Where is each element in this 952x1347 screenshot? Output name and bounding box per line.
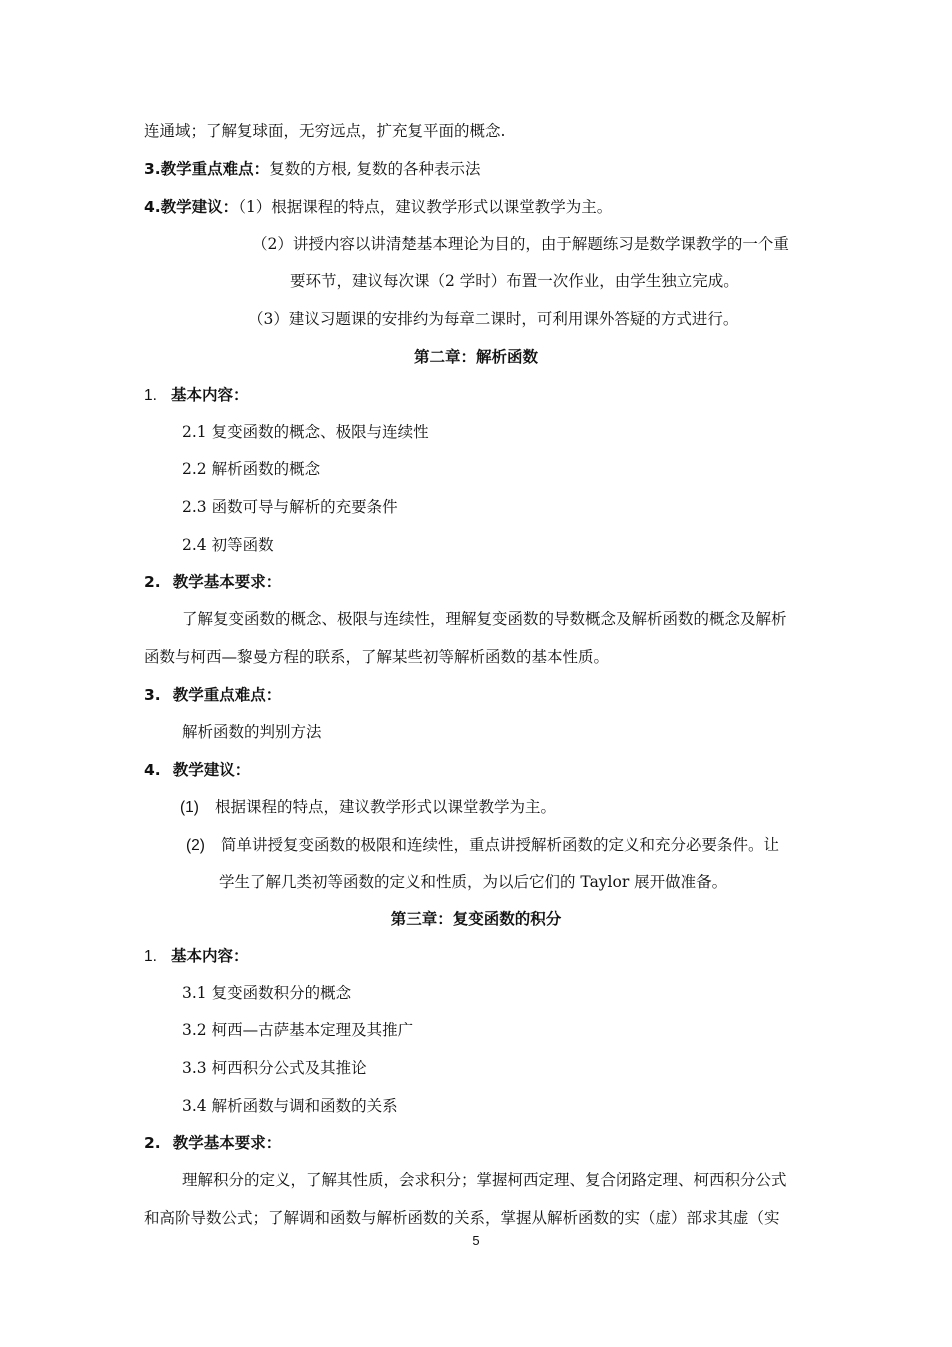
ch3-s2-num: 2.	[144, 1134, 161, 1152]
ch3-item-4: 3.4 解析函数与调和函数的关系	[182, 1097, 398, 1115]
ch3-item-3: 3.3 柯西积分公式及其推论	[182, 1059, 367, 1077]
ch3-item-1: 3.1 复变函数积分的概念	[182, 984, 352, 1002]
ch1-suggest-item2-line2: 要环节，建议每次课（2 学时）布置一次作业，由学生独立完成。	[290, 272, 739, 290]
ch2-key-text: 解析函数的判别方法	[182, 723, 322, 741]
ch2-s3-label: 教学重点难点：	[172, 686, 282, 704]
ch2-section2-heading	[144, 572, 281, 592]
ch3-item-2: 3.2 柯西—古萨基本定理及其推广	[182, 1021, 414, 1039]
ch2-sug1-text: 根据课程的特点，建议教学形式以课堂教学为主。	[214, 798, 556, 816]
ch1-suggest-label: 4.教学建议：	[144, 198, 239, 216]
ch1-suggest-item2-line1: （2）讲授内容以讲清楚基本理论为目的，由于解题练习是数学课教学的一个重	[252, 235, 789, 253]
ch2-s4-num: 4.	[144, 761, 161, 779]
intro-line: 连通域；了解复球面，无穷远点，扩充复平面的概念.	[144, 122, 506, 140]
ch2-suggest-2-line2: 学生了解几类初等函数的定义和性质，为以后它们的 Taylor 展开做准备。	[219, 873, 728, 891]
ch2-item-2: 2.2 解析函数的概念	[182, 460, 321, 478]
ch3-req-line2: 和高阶导数公式；了解调和函数与解析函数的关系，掌握从解析函数的实（虚）部求其虚（实	[144, 1209, 780, 1227]
ch3-title: 第三章：复变函数的积分	[390, 910, 562, 928]
ch3-s1-label: 基本内容：	[170, 947, 249, 965]
page-number: 5	[472, 1233, 480, 1248]
ch3-s2-label: 教学基本要求：	[172, 1134, 282, 1152]
ch1-key-points	[144, 159, 481, 179]
ch3-req-line1: 理解积分的定义，了解其性质，会求积分；掌握柯西定理、复合闭路定理、柯西积分公式	[182, 1171, 787, 1189]
ch3-section1-heading	[144, 946, 248, 967]
ch2-item-1: 2.1 复变函数的概念、极限与连续性	[182, 423, 429, 441]
ch2-s4-label: 教学建议：	[172, 761, 251, 779]
ch3-section2-heading	[144, 1133, 281, 1153]
ch2-req-line1: 了解复变函数的概念、极限与连续性，理解复变函数的导数概念及解析函数的概念及解析	[182, 610, 787, 628]
ch1-suggest-item1: （1）根据课程的特点，建议教学形式以课堂教学为主。	[238, 198, 613, 216]
ch2-section4-heading	[144, 760, 250, 780]
ch2-suggest-1	[180, 797, 556, 818]
ch2-suggest-2	[186, 835, 779, 856]
ch2-item-3: 2.3 函数可导与解析的充要条件	[182, 498, 398, 516]
ch1-key-label: 3.教学重点难点：	[144, 160, 270, 178]
ch2-item-4: 2.4 初等函数	[182, 536, 274, 554]
ch2-s1-num: 1.	[144, 387, 157, 404]
ch2-s3-num: 3.	[144, 686, 161, 704]
ch2-sug2-line1: 简单讲授复变函数的极限和连续性，重点讲授解析函数的定义和充分必要条件。让	[220, 836, 779, 854]
ch2-req-line2: 函数与柯西—黎曼方程的联系，了解某些初等解析函数的基本性质。	[144, 648, 610, 666]
ch1-key-text: 复数的方根, 复数的各种表示法	[269, 160, 481, 178]
ch2-section1-heading	[144, 385, 248, 406]
ch1-suggest-line	[144, 197, 612, 217]
ch2-s2-label: 教学基本要求：	[172, 573, 282, 591]
ch3-s1-num: 1.	[144, 948, 157, 965]
ch2-section3-heading	[144, 685, 281, 705]
ch2-sug1-num: (1)	[180, 799, 199, 816]
ch2-s1-label: 基本内容：	[170, 386, 249, 404]
ch2-title: 第二章：解析函数	[413, 348, 538, 366]
ch2-sug2-num: (2)	[186, 837, 205, 854]
ch2-s2-num: 2.	[144, 573, 161, 591]
ch1-suggest-item3: （3）建议习题课的安排约为每章二课时，可利用课外答疑的方式进行。	[248, 310, 739, 328]
